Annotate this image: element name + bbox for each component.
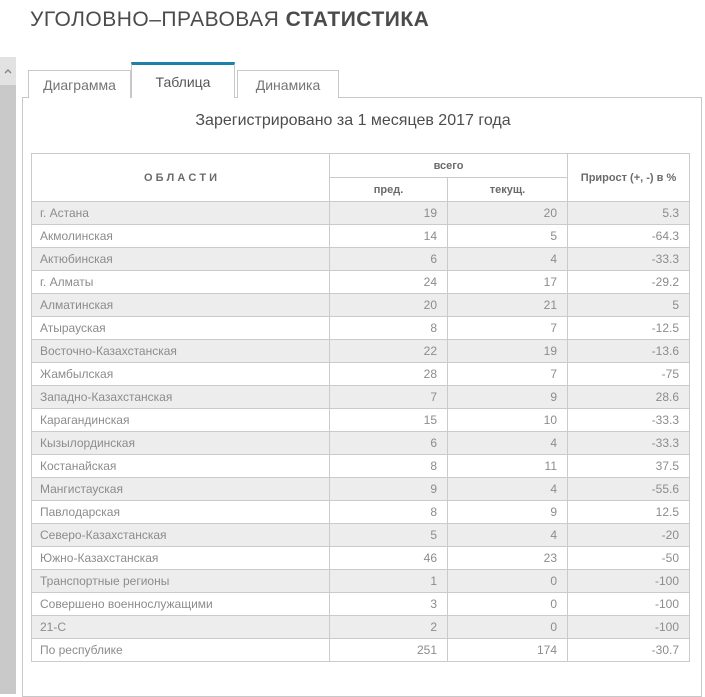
table-row [32,501,690,524]
table-row [32,432,690,455]
growth-value-cell: 28.6 [568,386,690,409]
growth-value-cell: -75 [568,363,690,386]
table-row [32,409,690,432]
region-cell: Актюбинская [32,248,330,271]
table-row [32,524,690,547]
curr-value-cell: 19 [448,340,568,363]
region-cell: Атырауская [32,317,330,340]
tab-diagram[interactable]: Диаграмма [28,70,131,98]
curr-value-cell: 11 [448,455,568,478]
table-row [32,271,690,294]
region-cell: Северо-Казахстанская [32,524,330,547]
growth-value-cell: -13.6 [568,340,690,363]
prev-value-cell: 19 [330,202,448,225]
table-row [32,570,690,593]
table-row [32,248,690,271]
region-cell: Мангистауская [32,478,330,501]
region-cell: г. Алматы [32,271,330,294]
growth-value-cell: -30.7 [568,639,690,662]
table-row [32,478,690,501]
table-subtitle: Зарегистрировано за 1 месяцев 2017 года [195,112,511,129]
column-header-region: О Б Л А С Т И [32,154,330,202]
growth-value-cell: -33.3 [568,409,690,432]
growth-value-cell: 5 [568,294,690,317]
curr-value-cell: 21 [448,294,568,317]
region-cell: Алматинская [32,294,330,317]
curr-value-cell: 17 [448,271,568,294]
region-cell: Карагандинская [32,409,330,432]
curr-value-cell: 9 [448,501,568,524]
page-title-bold: СТАТИСТИКА [285,8,430,31]
curr-value-cell: 5 [448,225,568,248]
prev-value-cell: 8 [330,317,448,340]
prev-value-cell: 2 [330,616,448,639]
prev-value-cell: 7 [330,386,448,409]
growth-value-cell: -29.2 [568,271,690,294]
table-row [32,386,690,409]
region-cell: Жамбылская [32,363,330,386]
region-cell: Кызылординская [32,432,330,455]
table-row [32,547,690,570]
table-row [32,317,690,340]
region-cell: Восточно-Казахстанская [32,340,330,363]
table-row [32,455,690,478]
curr-value-cell: 10 [448,409,568,432]
region-cell: Западно-Казахстанская [32,386,330,409]
tab-content-panel [22,97,702,697]
prev-value-cell: 1 [330,570,448,593]
growth-value-cell: -20 [568,524,690,547]
region-cell: Акмолинская [32,225,330,248]
growth-value-cell: -64.3 [568,225,690,248]
growth-value-cell: 12.5 [568,501,690,524]
prev-value-cell: 3 [330,593,448,616]
region-cell: Павлодарская [32,501,330,524]
table-row [32,363,690,386]
statistics-table [31,153,690,662]
prev-value-cell: 5 [330,524,448,547]
growth-value-cell: -100 [568,570,690,593]
prev-value-cell: 28 [330,363,448,386]
region-cell: По республике [32,639,330,662]
table-row [32,639,690,662]
growth-value-cell: -55.6 [568,478,690,501]
chevron-up-icon [4,69,12,74]
tab-dynamics[interactable]: Динамика [237,70,339,98]
growth-value-cell: -33.3 [568,432,690,455]
growth-value-cell: 37.5 [568,455,690,478]
curr-value-cell: 174 [448,639,568,662]
growth-value-cell: -100 [568,593,690,616]
curr-value-cell: 7 [448,363,568,386]
region-cell: 21-С [32,616,330,639]
curr-value-cell: 0 [448,570,568,593]
tab-table[interactable]: Таблица [131,62,235,98]
table-body [32,202,690,662]
curr-value-cell: 23 [448,547,568,570]
prev-value-cell: 46 [330,547,448,570]
table-row [32,340,690,363]
page-title-regular: УГОЛОВНО–ПРАВОВАЯ [30,8,280,31]
growth-value-cell: -12.5 [568,317,690,340]
table-row [32,616,690,639]
curr-value-cell: 20 [448,202,568,225]
region-cell: г. Астана [32,202,330,225]
table-header [32,154,690,202]
curr-value-cell: 4 [448,248,568,271]
prev-value-cell: 22 [330,340,448,363]
column-header-prev: пред. [330,178,448,202]
region-cell: Транспортные регионы [32,570,330,593]
table-row [32,202,690,225]
growth-value-cell: -50 [568,547,690,570]
table-row [32,593,690,616]
prev-value-cell: 6 [330,248,448,271]
prev-value-cell: 24 [330,271,448,294]
prev-value-cell: 20 [330,294,448,317]
region-cell: Южно-Казахстанская [32,547,330,570]
growth-value-cell: -100 [568,616,690,639]
region-cell: Костанайская [32,455,330,478]
curr-value-cell: 0 [448,616,568,639]
curr-value-cell: 4 [448,432,568,455]
curr-value-cell: 9 [448,386,568,409]
table-row [32,225,690,248]
prev-value-cell: 8 [330,501,448,524]
curr-value-cell: 4 [448,478,568,501]
vertical-scrollbar-track[interactable] [0,57,16,694]
column-header-curr: текущ. [448,178,568,202]
curr-value-cell: 0 [448,593,568,616]
table-row [32,294,690,317]
growth-value-cell: -33.3 [568,248,690,271]
page-title [30,8,429,32]
prev-value-cell: 251 [330,639,448,662]
prev-value-cell: 15 [330,409,448,432]
curr-value-cell: 7 [448,317,568,340]
curr-value-cell: 4 [448,524,568,547]
column-header-growth: Прирост (+, -) в % [568,154,690,202]
growth-value-cell: 5.3 [568,202,690,225]
prev-value-cell: 8 [330,455,448,478]
column-header-total: всего [330,154,568,178]
prev-value-cell: 14 [330,225,448,248]
region-cell: Совершено военнослужащими [32,593,330,616]
prev-value-cell: 9 [330,478,448,501]
scroll-up-button[interactable] [0,57,16,85]
prev-value-cell: 6 [330,432,448,455]
